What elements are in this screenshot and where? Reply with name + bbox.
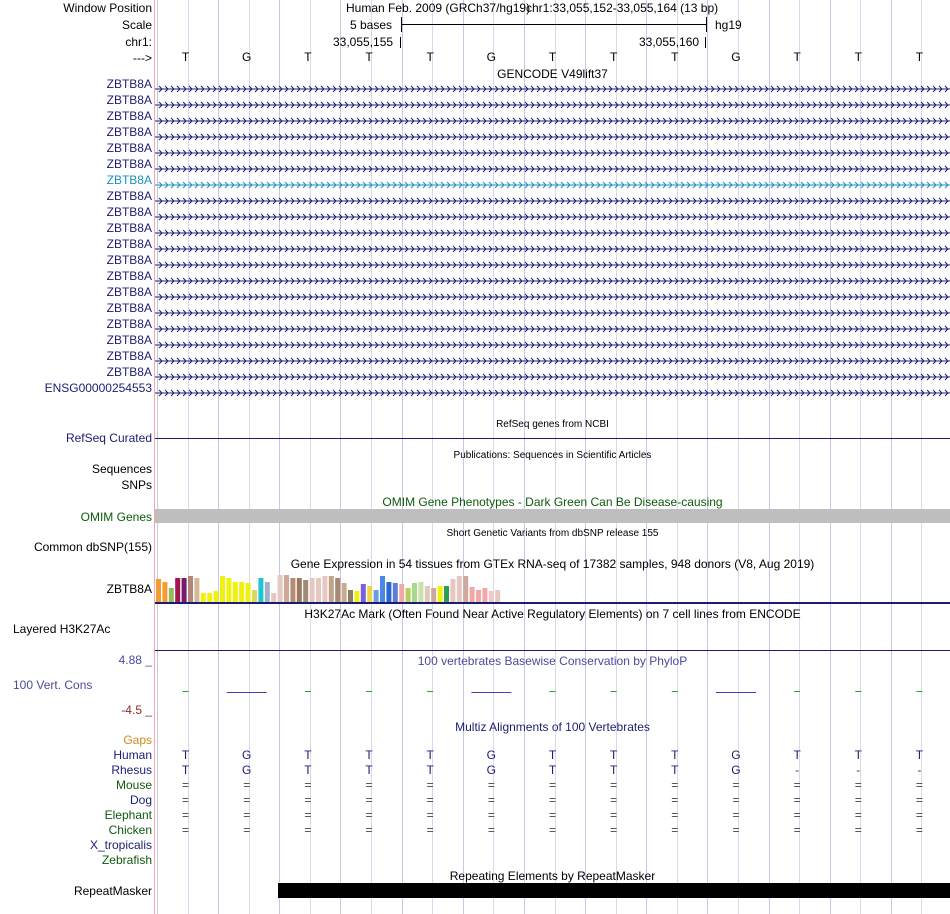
gencode-title: GENCODE V49lift37 (497, 67, 608, 81)
gtex-tissue-bar[interactable] (354, 591, 359, 602)
gencode-gene-label[interactable]: ZBTB8A (106, 77, 152, 91)
gtex-tissue-bar[interactable] (412, 583, 417, 602)
gencode-gene-label[interactable]: ZBTB8A (106, 173, 152, 187)
alignment-char: T (181, 763, 190, 777)
alignment-char: T (426, 763, 434, 777)
gtex-tissue-bar[interactable] (463, 576, 468, 602)
gencode-gene-label[interactable]: ZBTB8A (106, 333, 152, 347)
alignment-char: - (856, 763, 861, 777)
refseq-title: RefSeq genes from NCBI (496, 419, 609, 430)
gtex-tissue-bar[interactable] (220, 576, 225, 602)
gtex-tissue-bar[interactable] (380, 576, 385, 602)
alignment-char: = (243, 793, 251, 807)
gencode-gene-label[interactable]: ZBTB8A (106, 237, 152, 251)
alignment-char: = (365, 823, 373, 837)
gtex-tissue-bar[interactable] (297, 578, 302, 602)
alignment-char: = (304, 793, 312, 807)
assembly-text: Human Feb. 2009 (GRCh37/hg19) (346, 1, 531, 15)
gtex-tissue-bar[interactable] (290, 578, 295, 602)
gtex-tissue-bar[interactable] (156, 579, 161, 602)
species-label[interactable]: Dog (129, 793, 152, 807)
alignment-char: = (487, 793, 495, 807)
alignment-char: = (671, 778, 679, 792)
gtex-tissue-bar[interactable] (495, 590, 500, 602)
h3k27ac-baseline (155, 650, 950, 651)
phylop-mark (855, 691, 861, 692)
repeatmasker-bar[interactable] (278, 883, 950, 898)
gtex-tissue-bar[interactable] (246, 583, 251, 602)
gtex-tissue-bar[interactable] (265, 582, 270, 602)
alignment-char: = (548, 778, 556, 792)
alignment-char: = (793, 823, 801, 837)
alignment-char: - (917, 763, 922, 777)
gencode-gene-label[interactable]: ZBTB8A (106, 205, 152, 219)
track-image[interactable] (155, 0, 950, 914)
gencode-gene-label[interactable]: ZBTB8A (106, 157, 152, 171)
alignment-char: = (793, 793, 801, 807)
species-label[interactable]: Human (113, 748, 152, 762)
alignment-char: = (548, 808, 556, 822)
gtex-tissue-bar[interactable] (406, 588, 411, 602)
phylop-mark (427, 691, 433, 692)
gtex-tissue-bar[interactable] (476, 590, 481, 602)
base-letter: T (854, 50, 862, 64)
gtex-label[interactable]: ZBTB8A (106, 582, 152, 596)
base-letter: G (731, 50, 741, 64)
base-letter: T (548, 50, 557, 64)
gtex-tissue-bar[interactable] (348, 590, 353, 602)
alignment-char: T (609, 763, 618, 777)
omim-bar[interactable] (155, 509, 950, 523)
alignment-char: - (795, 763, 800, 777)
alignment-char: G (731, 748, 741, 762)
alignment-char: = (182, 793, 190, 807)
alignment-char: = (548, 823, 556, 837)
gtex-tissue-bar[interactable] (162, 582, 167, 602)
species-label[interactable]: Elephant (104, 808, 152, 822)
alignment-char: = (671, 823, 679, 837)
snps-label[interactable]: SNPs (121, 478, 152, 492)
alignment-char: = (671, 808, 679, 822)
alignment-char: = (182, 808, 190, 822)
species-label[interactable]: Mouse (115, 778, 152, 792)
alignment-char: T (304, 748, 312, 762)
alignment-char: = (365, 793, 373, 807)
track-label-column (0, 0, 154, 914)
scale-bar (401, 24, 707, 25)
gtex-baseline (155, 602, 950, 604)
gtex-tissue-bar[interactable] (233, 582, 238, 602)
base-letter: G (242, 50, 252, 64)
alignment-char: = (671, 793, 679, 807)
gtex-tissue-bar[interactable] (169, 588, 174, 602)
alignment-char: = (610, 823, 618, 837)
gtex-tissue-bar[interactable] (418, 582, 423, 602)
gtex-tissue-bar[interactable] (310, 578, 315, 602)
gtex-tissue-bar[interactable] (329, 576, 334, 602)
scale-label: Scale (121, 18, 152, 32)
alignment-char: = (487, 808, 495, 822)
gtex-tissue-bar[interactable] (386, 582, 391, 602)
gtex-tissue-bar[interactable] (188, 576, 193, 602)
gencode-gene-tracks[interactable] (155, 80, 950, 415)
alignment-char: = (793, 778, 801, 792)
position-text: chr1:33,055,152-33,055,164 (13 bp) (526, 1, 719, 15)
gtex-tissue-bar[interactable] (335, 578, 340, 602)
alignment-char: = (854, 778, 862, 792)
alignment-char: = (610, 808, 618, 822)
alignment-char: = (915, 808, 923, 822)
phylop-mark (672, 691, 678, 692)
alignment-char: = (365, 778, 373, 792)
h3k27ac-label[interactable]: Layered H3K27Ac (13, 622, 111, 636)
alignment-char: = (854, 793, 862, 807)
gencode-gene-label[interactable]: ZBTB8A (106, 285, 152, 299)
alignment-char: T (426, 748, 434, 762)
gtex-tissue-bar[interactable] (258, 578, 263, 602)
gtex-tissue-bar[interactable] (194, 578, 199, 602)
refseq-label[interactable]: RefSeq Curated (65, 431, 152, 445)
alignment-char: T (671, 763, 679, 777)
alignment-char: = (243, 823, 251, 837)
alignment-char: T (365, 763, 373, 777)
gtex-tissue-bar[interactable] (322, 576, 327, 602)
alignment-char: G (242, 748, 252, 762)
base-letter: T (181, 50, 190, 64)
gaps-label: Gaps (123, 733, 152, 747)
base-letter: T (304, 50, 312, 64)
phylop-min-label: -4.5 _ (121, 703, 152, 717)
alignment-char: = (732, 793, 740, 807)
gtex-tissue-bar[interactable] (489, 591, 494, 602)
alignment-char: = (243, 808, 251, 822)
alignment-char: = (915, 823, 923, 837)
base-letter: T (915, 50, 924, 64)
gencode-gene-label[interactable]: ZBTB8A (106, 301, 152, 315)
species-label[interactable]: Chicken (108, 823, 152, 837)
alignment-char: = (182, 778, 190, 792)
alignment-char: T (181, 748, 190, 762)
db-text: hg19 (715, 18, 742, 32)
gencode-gene-label[interactable]: ZBTB8A (106, 109, 152, 123)
phylop-mark (305, 691, 311, 692)
base-letter: T (671, 50, 679, 64)
gtex-tissue-bar[interactable] (425, 586, 430, 602)
alignment-char: = (915, 778, 923, 792)
gtex-tissue-bar[interactable] (278, 575, 283, 602)
gtex-tissue-bar[interactable] (214, 591, 219, 602)
phylop-mark (227, 692, 267, 693)
alignment-char: = (732, 778, 740, 792)
gtex-tissue-bar[interactable] (431, 588, 436, 602)
gtex-tissue-bar[interactable] (207, 593, 212, 602)
alignment-char: = (426, 823, 434, 837)
dbsnp-label[interactable]: Common dbSNP(155) (33, 540, 152, 554)
gtex-tissue-bar[interactable] (182, 578, 187, 602)
gencode-gene-label[interactable]: ZBTB8A (106, 189, 152, 203)
gtex-tissue-bar[interactable] (374, 590, 379, 602)
alignment-char: G (486, 748, 497, 762)
alignment-char: = (487, 823, 495, 837)
base-letter: T (793, 50, 801, 64)
base-letter: T (426, 50, 434, 64)
strand-label: ---> (133, 51, 152, 65)
multiz-title: Multiz Alignments of 100 Vertebrates (455, 720, 650, 734)
alignment-char: T (793, 748, 801, 762)
alignment-char: T (548, 748, 557, 762)
gtex-tissue-bar[interactable] (399, 584, 404, 602)
gtex-tissue-bar[interactable] (226, 578, 231, 602)
gtex-tissue-bar[interactable] (239, 582, 244, 602)
phylop-mark (716, 692, 756, 693)
gencode-gene-label[interactable]: ZBTB8A (106, 141, 152, 155)
gtex-tissue-bar[interactable] (316, 578, 321, 602)
scale-bar-right-tick (706, 17, 707, 32)
alignment-char: = (243, 778, 251, 792)
phylop-mark (471, 692, 511, 693)
gtex-tissue-bar[interactable] (201, 593, 206, 602)
gtex-tissue-bar[interactable] (303, 580, 308, 602)
alignment-char: T (304, 763, 312, 777)
alignment-char: G (242, 763, 252, 777)
coord-right: 33,055,160 (639, 35, 700, 49)
gencode-gene-label[interactable]: ZBTB8A (106, 349, 152, 363)
species-label[interactable]: Zebrafish (101, 853, 152, 867)
phylop-mark (550, 691, 556, 692)
alignment-char: = (548, 793, 556, 807)
h3k27ac-title: H3K27Ac Mark (Often Found Near Active Regulatory Elements) on 7 cell lines from ENCODE (304, 607, 801, 621)
alignment-char: = (610, 793, 618, 807)
gencode-gene-label[interactable]: ENSG00000254553 (44, 381, 152, 395)
gtex-title: Gene Expression in 54 tissues from GTEx RNA-seq of 17382 samples, 948 donors (V8, Aug 2019) (290, 557, 815, 571)
alignment-char: = (915, 793, 923, 807)
gencode-gene-label[interactable]: ZBTB8A (106, 317, 152, 331)
alignment-char: = (487, 778, 495, 792)
gtex-tissue-bar[interactable] (342, 583, 347, 602)
repeatmasker-label[interactable]: RepeatMasker (73, 884, 152, 898)
refseq-line[interactable] (155, 438, 950, 439)
gtex-tissue-bar[interactable] (470, 587, 475, 602)
gencode-gene-label[interactable]: ZBTB8A (106, 365, 152, 379)
phylop-track[interactable] (155, 670, 950, 715)
coord-left-tick (400, 37, 401, 48)
gtex-tissue-bar[interactable] (284, 575, 289, 602)
alignment-char: G (731, 763, 741, 777)
coord-right-tick (705, 37, 706, 48)
species-label[interactable]: X_tropicalis (89, 838, 152, 852)
gencode-gene-label[interactable]: ZBTB8A (106, 221, 152, 235)
chrom-label: chr1: (125, 35, 152, 49)
gtex-bar-chart[interactable] (155, 573, 950, 603)
alignment-char: = (793, 808, 801, 822)
alignment-char: = (304, 778, 312, 792)
gencode-gene-label[interactable]: ZBTB8A (106, 269, 152, 283)
dbsnp-title: Short Genetic Variants from dbSNP release 155 (446, 528, 659, 539)
alignment-char: T (671, 748, 679, 762)
alignment-char: = (304, 823, 312, 837)
scale-text: 5 bases (350, 18, 393, 32)
alignment-char: = (854, 823, 862, 837)
alignment-char: = (732, 808, 740, 822)
gtex-tissue-bar[interactable] (175, 578, 180, 602)
alignment-char: T (365, 748, 373, 762)
window-position-label: Window Position (63, 1, 152, 15)
phylop-max-label: 4.88 _ (118, 653, 152, 667)
phylop-mark (611, 691, 617, 692)
phylop-mark (794, 691, 800, 692)
base-letter: T (609, 50, 618, 64)
gtex-tissue-bar[interactable] (457, 576, 462, 602)
gencode-gene-label[interactable]: ZBTB8A (106, 253, 152, 267)
sequences-label[interactable]: Sequences (91, 462, 152, 476)
repeatmasker-title: Repeating Elements by RepeatMasker (449, 869, 656, 883)
omim-label[interactable]: OMIM Genes (80, 510, 152, 524)
base-letter: T (365, 50, 373, 64)
phylop-mark (366, 691, 372, 692)
phylop-label[interactable]: 100 Vert. Cons (13, 678, 93, 692)
omim-title: OMIM Gene Phenotypes - Dark Green Can Be Disease-causing (382, 495, 723, 509)
alignment-char: = (732, 823, 740, 837)
gtex-tissue-bar[interactable] (271, 593, 276, 602)
alignment-char: = (426, 778, 434, 792)
alignment-char: G (486, 763, 497, 777)
gtex-tissue-bar[interactable] (367, 586, 372, 602)
alignment-char: = (365, 808, 373, 822)
alignment-char: = (182, 823, 190, 837)
gtex-tissue-bar[interactable] (482, 588, 487, 602)
gtex-tissue-bar[interactable] (444, 586, 449, 602)
gtex-tissue-bar[interactable] (252, 590, 257, 602)
phylop-mark (916, 691, 922, 692)
alignment-char: T (915, 748, 924, 762)
gtex-tissue-bar[interactable] (438, 586, 443, 602)
alignment-char: T (548, 763, 557, 777)
gencode-gene-label[interactable]: ZBTB8A (106, 125, 152, 139)
gtex-tissue-bar[interactable] (450, 579, 455, 602)
phylop-title: 100 vertebrates Basewise Conservation by PhyloP (417, 654, 688, 668)
gencode-gene-label[interactable]: ZBTB8A (106, 93, 152, 107)
alignment-char: T (854, 748, 862, 762)
base-letter: G (486, 50, 497, 64)
alignment-char: = (426, 808, 434, 822)
alignment-char: = (610, 778, 618, 792)
alignment-char: = (426, 793, 434, 807)
coord-left: 33,055,155 (333, 35, 394, 49)
alignment-char: = (854, 808, 862, 822)
species-label[interactable]: Rhesus (111, 763, 152, 777)
phylop-mark (183, 691, 189, 692)
gtex-tissue-bar[interactable] (393, 583, 398, 602)
alignment-char: = (304, 808, 312, 822)
scale-bar-left-tick (401, 17, 402, 32)
gtex-tissue-bar[interactable] (361, 584, 366, 602)
alignment-char: T (609, 748, 618, 762)
publications-title: Publications: Sequences in Scientific Articles (453, 450, 652, 461)
